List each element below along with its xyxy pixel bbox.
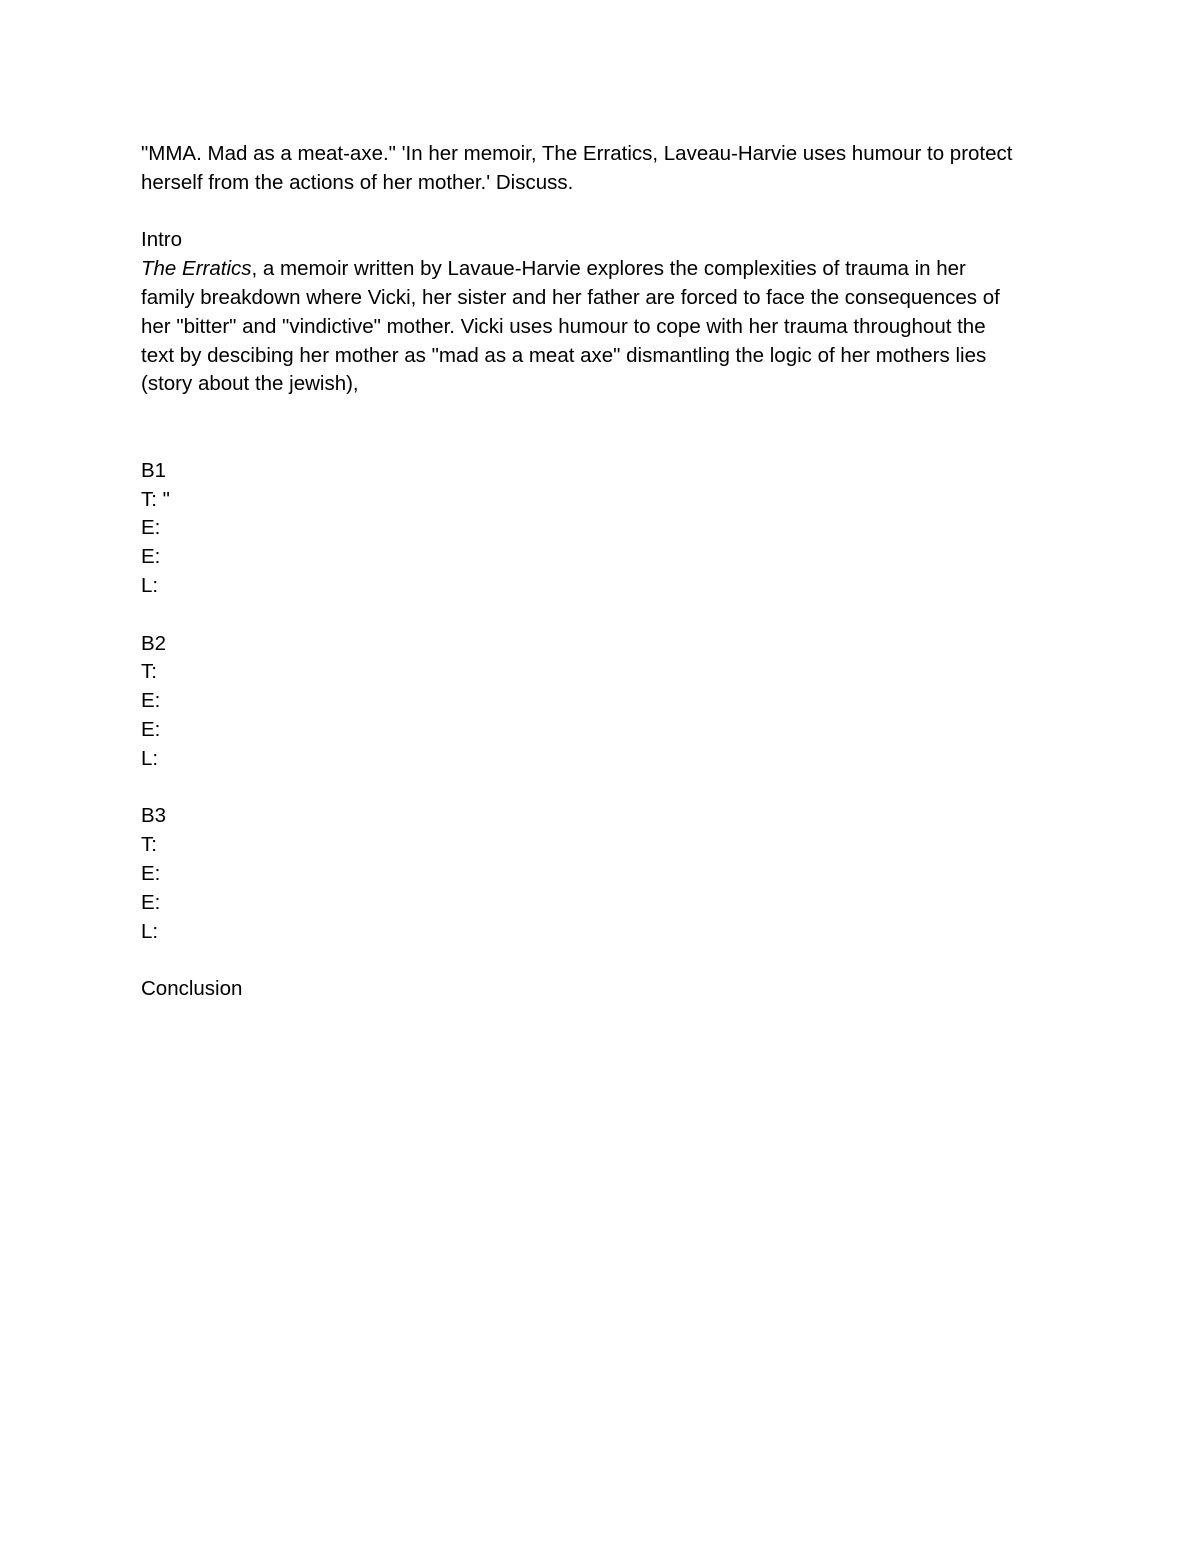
essay-prompt-line-2: herself from the actions of her mother.' Discuss. <box>141 170 574 194</box>
body-paragraph-1 <box>141 457 1071 601</box>
document-content <box>141 140 1071 1004</box>
evidence-label: E: <box>141 861 161 885</box>
spacer <box>141 198 1071 227</box>
evidence-label: E: <box>141 516 161 540</box>
topic-sentence-label: T: <box>141 833 157 857</box>
intro-line-5: (story about the jewish), <box>141 372 359 396</box>
intro-line-1 <box>141 255 1071 284</box>
intro-line-1-text: , a memoir written by Lavaue-Harvie explores the complexities of trauma in her <box>251 257 966 281</box>
conclusion-heading: Conclusion <box>141 977 243 1001</box>
intro-section <box>141 226 1071 399</box>
intro-line-3: her "bitter" and "vindictive" mother. Vicki uses humour to cope with her trauma throughout the <box>141 314 986 338</box>
topic-sentence-label: T: " <box>141 487 170 511</box>
link-label: L: <box>141 919 159 943</box>
body-heading: B3 <box>141 804 167 828</box>
link-label: L: <box>141 573 159 597</box>
book-title: The Erratics <box>141 257 252 281</box>
body-heading: B2 <box>141 631 167 655</box>
evidence-label: E: <box>141 689 161 713</box>
essay-prompt-line-1: "MMA. Mad as a meat-axe." 'In her memoir, The Erratics, Laveau-Harvie uses humour to protect <box>141 142 1013 165</box>
spacer <box>141 946 1071 975</box>
explanation-label: E: <box>141 545 161 569</box>
spacer <box>141 601 1071 630</box>
conclusion-section <box>141 975 1071 1004</box>
topic-sentence-label: T: <box>141 660 157 684</box>
spacer <box>141 399 1071 457</box>
explanation-label: E: <box>141 717 161 741</box>
link-label: L: <box>141 746 159 770</box>
essay-prompt <box>141 140 1071 198</box>
body-heading: B1 <box>141 458 167 482</box>
intro-heading: Intro <box>141 228 183 252</box>
intro-line-2: family breakdown where Vicki, her sister and her father are forced to face the consequences of <box>141 285 1000 309</box>
intro-line-4: text by descibing her mother as "mad as a meat axe" dismantling the logic of her mothers lies <box>141 343 987 367</box>
explanation-label: E: <box>141 890 161 914</box>
spacer <box>141 774 1071 803</box>
body-paragraph-3 <box>141 802 1071 946</box>
body-paragraph-2 <box>141 630 1071 774</box>
